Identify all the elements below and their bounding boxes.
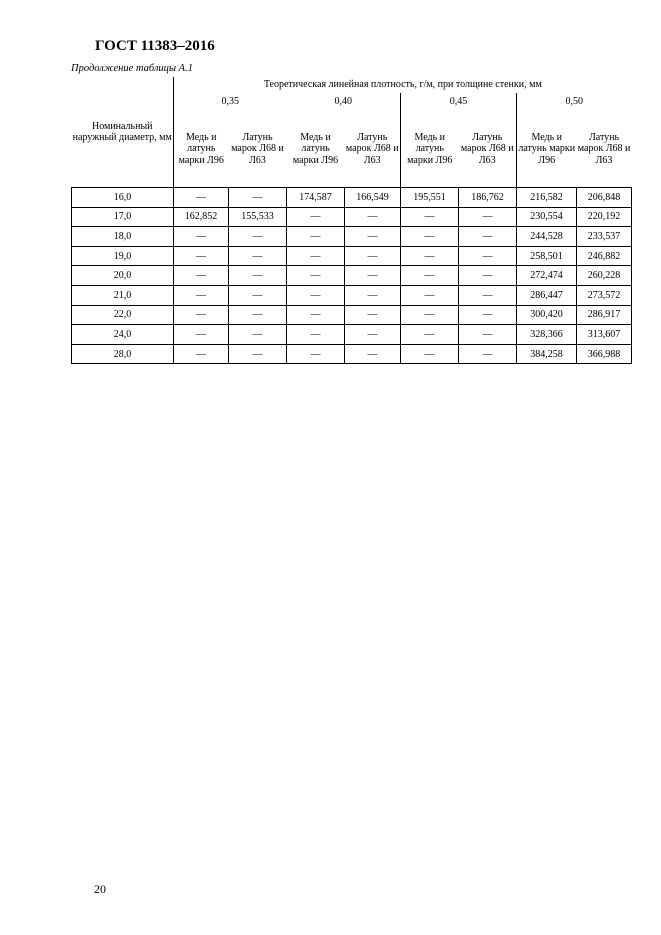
density-cell: — [401, 344, 459, 364]
density-cell: 230,554 [517, 207, 577, 227]
density-cell: — [174, 344, 229, 364]
diameter-cell: 16,0 [72, 188, 174, 208]
density-cell: — [345, 266, 401, 286]
density-cell: — [287, 266, 345, 286]
density-cell: — [345, 227, 401, 247]
density-cell: — [287, 285, 345, 305]
density-cell: 258,501 [517, 246, 577, 266]
density-cell: 155,533 [229, 207, 287, 227]
density-cell: 166,549 [345, 188, 401, 208]
material-header: Медь и латунь марки Л96 [517, 111, 577, 188]
table-body [72, 188, 632, 364]
density-cell: 366,988 [577, 344, 632, 364]
density-cell: — [345, 207, 401, 227]
density-cell: — [174, 227, 229, 247]
table-row [72, 246, 632, 266]
density-cell: — [401, 325, 459, 345]
density-cell: — [401, 285, 459, 305]
material-header: Медь и латунь марки Л96 [401, 111, 459, 188]
material-header: Латунь марок Л68 и Л63 [229, 111, 287, 188]
density-cell: — [287, 305, 345, 325]
density-header: Теоретическая линейная плотность, г/м, при толщине стенки, мм [263, 79, 542, 91]
table-row [72, 285, 632, 305]
density-cell: — [401, 266, 459, 286]
density-cell: 162,852 [174, 207, 229, 227]
material-header: Латунь марок Л68 и Л63 [345, 111, 401, 188]
density-cell: 216,582 [517, 188, 577, 208]
density-cell: — [229, 305, 287, 325]
density-cell: 220,192 [577, 207, 632, 227]
density-cell: 233,537 [577, 227, 632, 247]
diameter-cell: 20,0 [72, 266, 174, 286]
density-cell: — [459, 227, 517, 247]
table-row [72, 344, 632, 364]
thickness-header: 0,35 [221, 96, 239, 108]
material-header: Медь и латунь марки Л96 [287, 111, 345, 188]
density-cell: 174,587 [287, 188, 345, 208]
density-cell: — [229, 227, 287, 247]
density-cell: — [229, 325, 287, 345]
diameter-cell: 24,0 [72, 325, 174, 345]
diameter-cell: 18,0 [72, 227, 174, 247]
table-row [72, 305, 632, 325]
density-cell: 206,848 [577, 188, 632, 208]
density-cell: — [345, 344, 401, 364]
diameter-cell: 22,0 [72, 305, 174, 325]
density-cell: 186,762 [459, 188, 517, 208]
density-cell: — [459, 305, 517, 325]
density-cell: — [345, 305, 401, 325]
density-cell: — [287, 246, 345, 266]
density-cell: — [287, 344, 345, 364]
density-cell: 328,366 [517, 325, 577, 345]
density-cell: — [174, 285, 229, 305]
density-cell: — [459, 266, 517, 286]
table-row [72, 325, 632, 345]
table-row [72, 207, 632, 227]
thickness-header: 0,50 [517, 93, 632, 111]
density-cell: 300,420 [517, 305, 577, 325]
material-header: Медь и латунь марки Л96 [174, 111, 229, 188]
density-cell: — [174, 325, 229, 345]
thickness-header: 0,40 [334, 96, 352, 108]
density-cell: 286,917 [577, 305, 632, 325]
document-title: ГОСТ 11383–2016 [95, 38, 215, 54]
density-cell: 384,258 [517, 344, 577, 364]
page-number: 20 [94, 882, 106, 896]
density-cell: — [229, 266, 287, 286]
density-cell: — [459, 285, 517, 305]
density-cell: 273,572 [577, 285, 632, 305]
diameter-cell: 19,0 [72, 246, 174, 266]
table-row [72, 227, 632, 247]
density-cell: 272,474 [517, 266, 577, 286]
diameter-cell: 28,0 [72, 344, 174, 364]
density-cell: — [174, 266, 229, 286]
thickness-header: 0,45 [401, 93, 517, 111]
density-cell: — [174, 305, 229, 325]
density-cell: 286,447 [517, 285, 577, 305]
density-cell: — [174, 246, 229, 266]
density-cell: — [401, 305, 459, 325]
material-header: Латунь марок Л68 и Л63 [459, 111, 517, 188]
material-header: Латунь марок Л68 и Л63 [577, 111, 632, 188]
density-cell: 313,607 [577, 325, 632, 345]
density-cell: — [401, 227, 459, 247]
density-cell: — [174, 188, 229, 208]
density-cell: — [229, 246, 287, 266]
density-cell: — [459, 344, 517, 364]
density-cell: 246,882 [577, 246, 632, 266]
density-cell: 244,528 [517, 227, 577, 247]
density-cell: — [459, 246, 517, 266]
density-cell: — [459, 207, 517, 227]
density-cell: — [287, 207, 345, 227]
density-cell: — [287, 227, 345, 247]
diameter-cell: 17,0 [72, 207, 174, 227]
density-cell: — [229, 344, 287, 364]
linear-density-table [71, 77, 632, 364]
density-cell: — [287, 325, 345, 345]
density-cell: — [229, 285, 287, 305]
density-cell: — [459, 325, 517, 345]
density-cell: — [345, 285, 401, 305]
density-cell: — [401, 246, 459, 266]
table-caption: Продолжение таблицы А.1 [71, 63, 193, 74]
density-cell: 260,228 [577, 266, 632, 286]
table-row [72, 266, 632, 286]
table-row [72, 188, 632, 208]
diameter-cell: 21,0 [72, 285, 174, 305]
diameter-header: Номинальный наружный диаметр, мм [72, 77, 174, 188]
density-cell: — [345, 246, 401, 266]
density-cell: — [229, 188, 287, 208]
density-cell: — [345, 325, 401, 345]
density-cell: 195,551 [401, 188, 459, 208]
density-cell: — [401, 207, 459, 227]
